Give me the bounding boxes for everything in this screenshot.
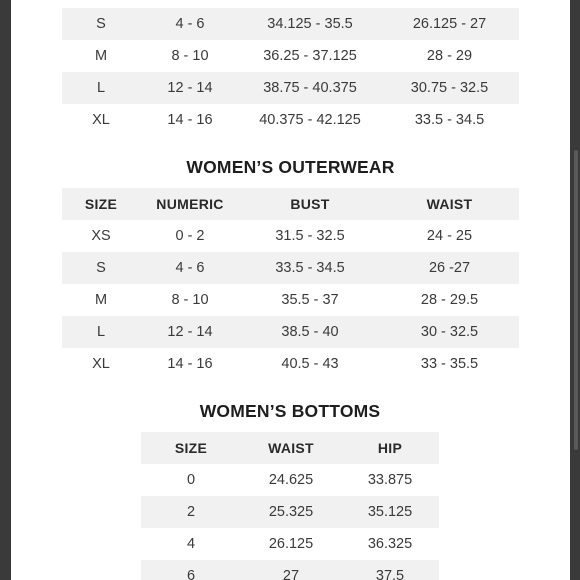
size-cell: M [94,292,108,308]
column-header-waist: WAIST [380,188,519,220]
hip-cell: 37.5 [341,560,439,580]
bust-cell: 40.5 - 43 [281,356,339,372]
numeric-cell: 4 - 6 [140,252,240,284]
table-header-row [141,432,439,464]
waist-cell: 30.75 - 32.5 [380,72,519,104]
table-row [141,528,439,560]
numeric-cell: 14 - 16 [167,112,213,128]
numeric-cell: 0 - 2 [175,228,205,244]
size-cell: XS [91,228,111,244]
size-cell: L [62,72,140,104]
hip-cell: 33.875 [367,472,413,488]
table-row [62,252,519,284]
numeric-cell: 12 - 14 [140,316,240,348]
hip-cell: 36.325 [367,536,413,552]
column-header-numeric: NUMERIC [140,188,240,220]
bust-cell: 34.125 - 35.5 [240,8,380,40]
numeric-cell: 12 - 14 [140,72,240,104]
waist-cell: 25.325 [241,496,341,528]
waist-cell: 26 -27 [380,252,519,284]
left-edge [0,0,11,580]
table-row [62,104,519,136]
table-row [62,316,519,348]
waist-cell: 33 - 35.5 [420,356,479,372]
size-cell: XL [92,356,110,372]
scrollbar-thumb[interactable] [574,150,578,450]
waist-cell: 33.5 - 34.5 [414,112,485,128]
waist-cell: 30 - 32.5 [380,316,519,348]
scrollbar-track[interactable] [570,0,580,580]
table-row [62,72,519,104]
table-row [141,496,439,528]
table-row [62,284,519,316]
column-header-size: SIZE [141,432,241,464]
bust-cell: 38.5 - 40 [240,316,380,348]
size-cell: 4 [186,536,196,552]
bust-cell: 31.5 - 32.5 [275,228,345,244]
bust-cell: 38.75 - 40.375 [240,72,380,104]
outerwear-title: WOMEN’S OUTERWEAR [186,157,395,177]
bottoms-title: WOMEN’S BOTTOMS [199,401,381,421]
size-cell: 0 [186,472,196,488]
numeric-cell: 8 - 10 [171,48,209,64]
table-row [62,220,519,252]
bust-cell: 40.375 - 42.125 [259,112,361,128]
table-row [62,8,519,40]
waist-cell: 26.125 - 27 [380,8,519,40]
size-cell: L [62,316,140,348]
waist-cell: 27 [241,560,341,580]
bottoms-size-table [141,432,439,580]
column-header-hip: HIP [341,432,439,464]
outerwear-size-table [62,188,519,380]
size-cell: M [94,48,108,64]
size-cell: S [62,252,140,284]
table-row [141,464,439,496]
column-header-waist: WAIST [241,432,341,464]
waist-cell: 28 - 29.5 [420,292,479,308]
bust-cell: 35.5 - 37 [281,292,339,308]
size-cell: XL [92,112,110,128]
column-header-bust: BUST [240,188,380,220]
waist-cell: 26.125 [268,536,314,552]
table-row [62,40,519,72]
table-row [141,560,439,580]
waist-cell: 24 - 25 [426,228,473,244]
hip-cell: 35.125 [341,496,439,528]
size-cell: S [62,8,140,40]
table-row [62,348,519,380]
waist-cell: 24.625 [268,472,314,488]
waist-cell: 28 - 29 [426,48,473,64]
bust-cell: 33.5 - 34.5 [240,252,380,284]
size-cell: 2 [141,496,241,528]
column-header-size: SIZE [62,188,140,220]
numeric-cell: 4 - 6 [140,8,240,40]
numeric-cell: 14 - 16 [167,356,213,372]
table-header-row [62,188,519,220]
size-chart-page [11,0,570,580]
numeric-cell: 8 - 10 [171,292,209,308]
bust-cell: 36.25 - 37.125 [263,48,357,64]
size-cell: 6 [141,560,241,580]
tops-size-table [62,8,519,136]
